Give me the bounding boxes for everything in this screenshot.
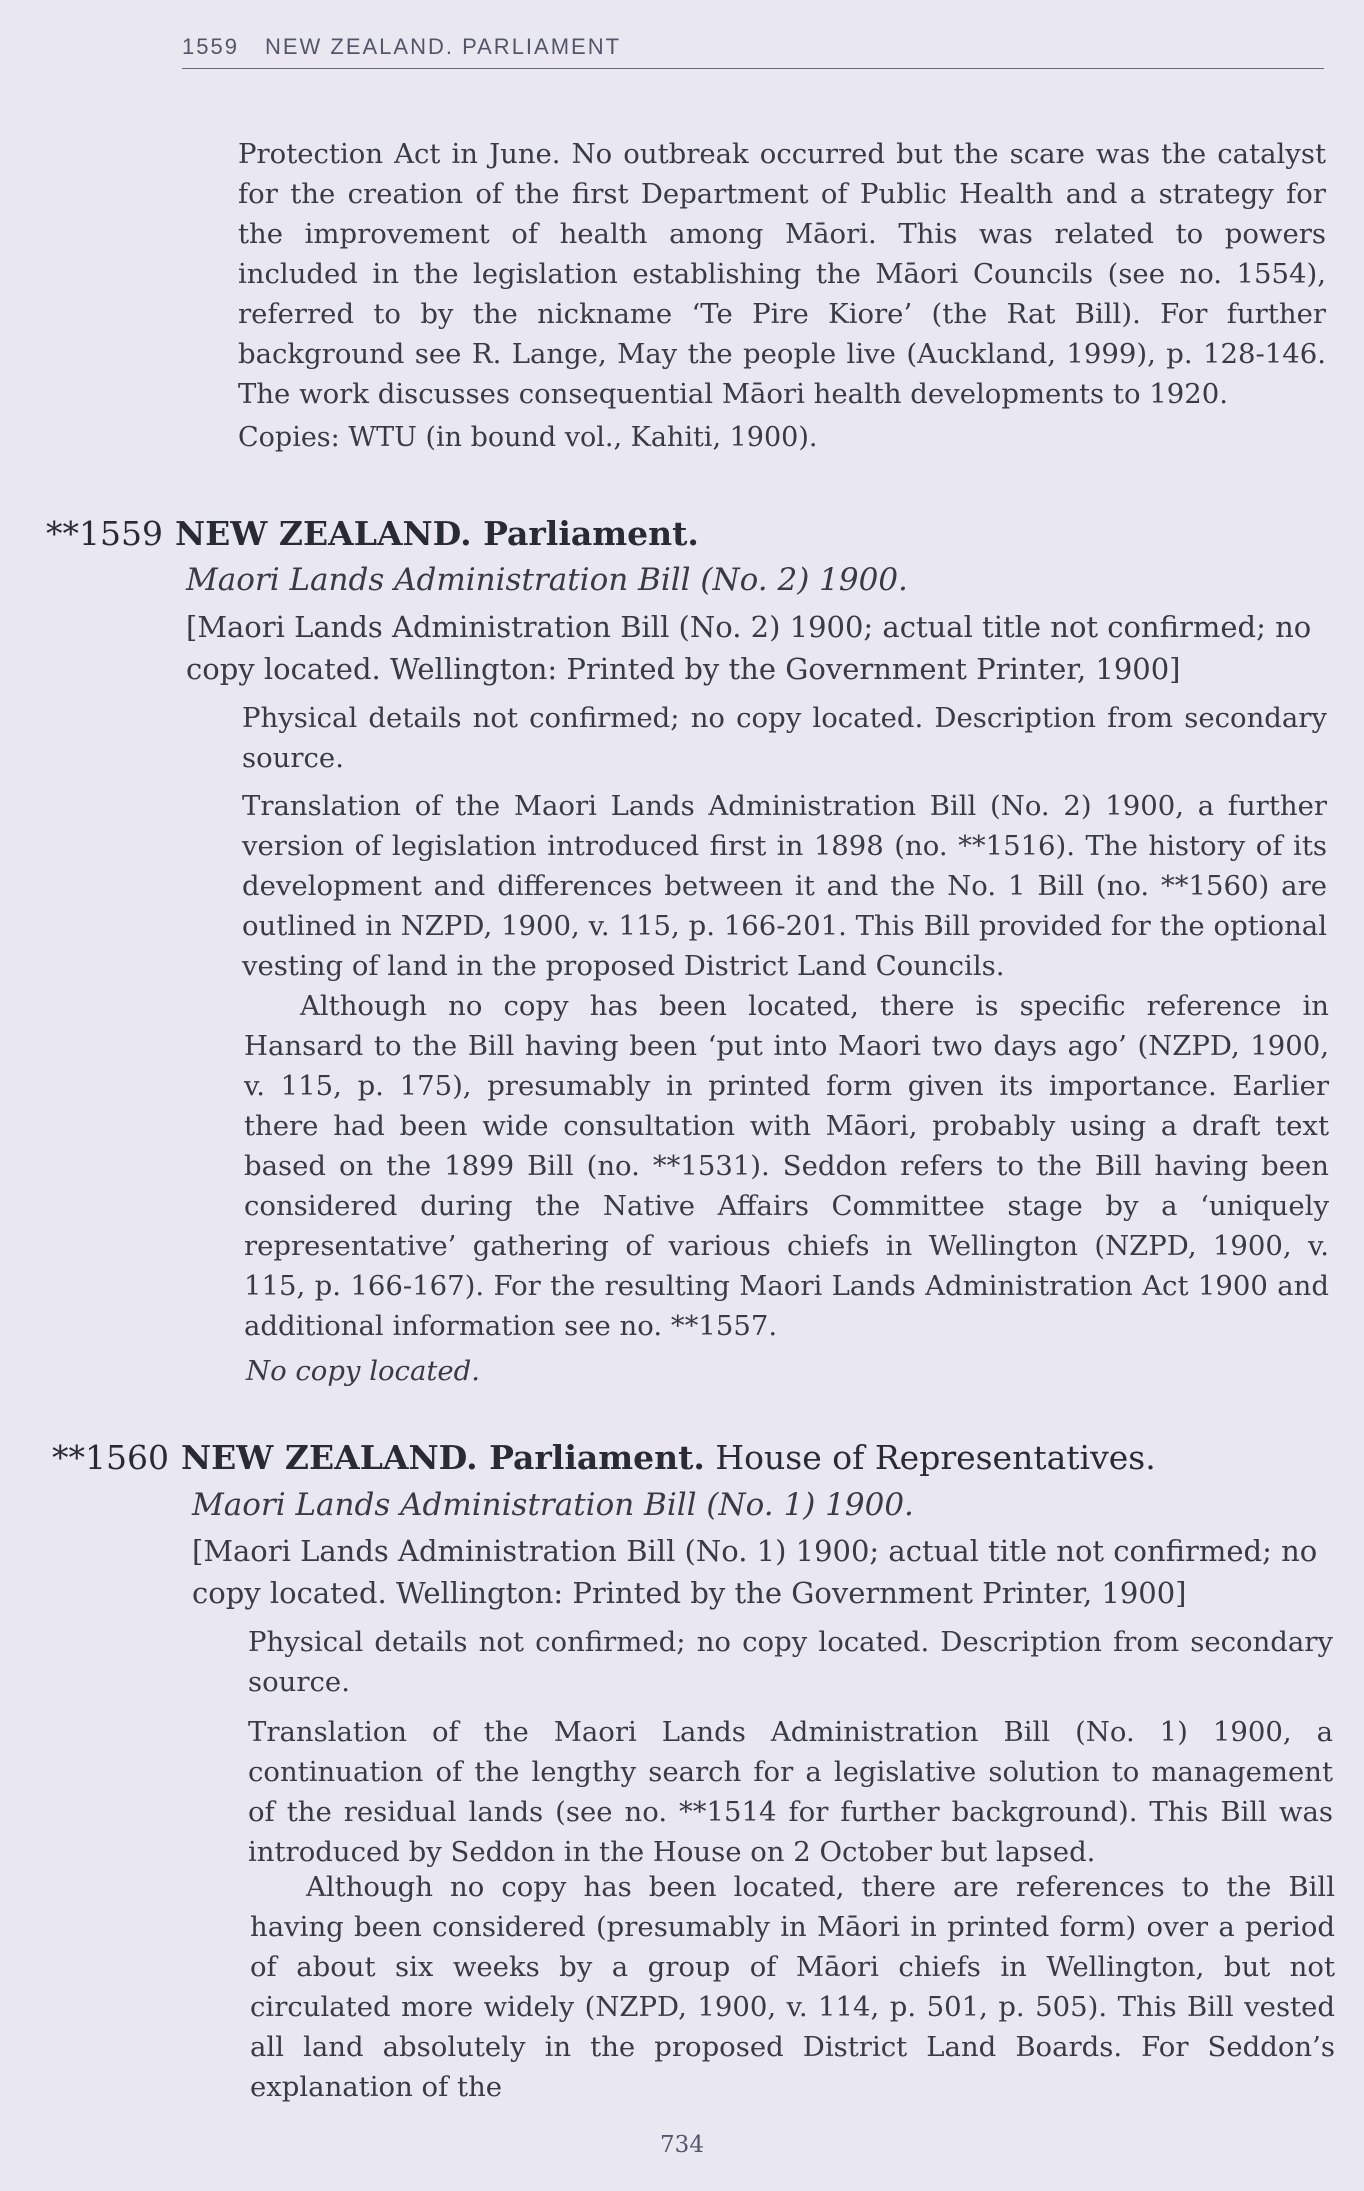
running-head-number: 1559 — [182, 34, 239, 59]
corporate-author: NEW ZEALAND. Parliament. — [174, 514, 699, 553]
entry-number: **1560 — [52, 1438, 169, 1477]
entry-heading — [46, 514, 699, 553]
continued-note: Protection Act in June. No outbreak occurred but the scare was the catalyst for the creation of the first Department of Public Health and a strategy for the improvement of health among Māori. This was related to powers included in the legislation establishing the Māori Councils (see no. 1554), referred to by the nickname ‘Te Pire Kiore’ (the Rat Bill). For further background see R. Lange, May the people live (Auckland, 1999), p. 128-146. The work discusses consequential Māori health developments to 1920. — [238, 138, 1326, 410]
entry-number: **1559 — [46, 514, 163, 553]
entry-heading — [52, 1438, 1156, 1477]
page-number: 734 — [660, 2132, 704, 2158]
corporate-subheading: House of Representatives. — [715, 1438, 1156, 1477]
corporate-author: NEW ZEALAND. Parliament. — [180, 1438, 705, 1477]
running-head — [182, 34, 1324, 69]
physical-details: Physical details not confirmed; no copy located. Description from secondary source. — [242, 702, 1327, 774]
note-paragraph: Translation of the Maori Lands Administration Bill (No. 1) 1900, a continuation of the lengthy search for a legislative solution to management of the residual lands (see no. **1514 for further background). This Bill was introduced by Seddon in the House on 2 October but lapsed. — [248, 1716, 1333, 1868]
note-paragraph: Translation of the Maori Lands Administration Bill (No. 2) 1900, a further version of legislation introduced first in 1898 (no. **1516). The history of its development and differences between it and the No. 1 Bill (no. **1560) are outlined in NZPD, 1900, v. 115, p. 166-201. This Bill provided for the optional vesting of land in the proposed District Land Councils. — [242, 790, 1327, 982]
running-head-text: NEW ZEALAND. PARLIAMENT — [264, 34, 622, 59]
entry-bracket-title: [Maori Lands Administration Bill (No. 1) 1900; actual title not confirmed; no copy located. Wellington: Printed by the Government Printer, 1900] — [192, 1534, 1318, 1610]
entry-title: Maori Lands Administration Bill (No. 1) 1900. — [192, 1487, 914, 1523]
note-paragraph: Although no copy has been located, there is specific reference in Hansard to the Bill having been ‘put into Maori two days ago’ (NZPD, 1900, v. 115, p. 175), presumably in printed form given its importance. Earlier there had been wide consultation with Māori, probably using a draft text based on the 1899 Bill (no. **1531). Seddon refers to the Bill having been considered during the Native Affairs Committee stage by a ‘uniquely representative’ gathering of various chiefs in Wellington (NZPD, 1900, v. 115, p. 166-167). For the resulting Maori Lands Administration Act 1900 and additional information see no. **1557. — [244, 990, 1329, 1342]
entry-title: Maori Lands Administration Bill (No. 2) 1900. — [186, 562, 908, 598]
copies-line: Copies: WTU (in bound vol., Kahiti, 1900). — [238, 422, 818, 453]
physical-details: Physical details not confirmed; no copy located. Description from secondary source. — [248, 1626, 1333, 1698]
note-paragraph: Although no copy has been located, there are references to the Bill having been considered (presumably in Māori in printed form) over a period of about six weeks by a group of Māori chiefs in Wellington, but not circulated more widely (NZPD, 1900, v. 114, p. 501, p. 505). This Bill vested all land absolutely in the proposed District Land Boards. For Seddon’s explanation of the — [250, 1871, 1335, 2103]
entry-bracket-title: [Maori Lands Administration Bill (No. 2) 1900; actual title not confirmed; no copy located. Wellington: Printed by the Government Printer, 1900] — [186, 610, 1312, 686]
copy-location: No copy located. — [246, 1355, 481, 1387]
